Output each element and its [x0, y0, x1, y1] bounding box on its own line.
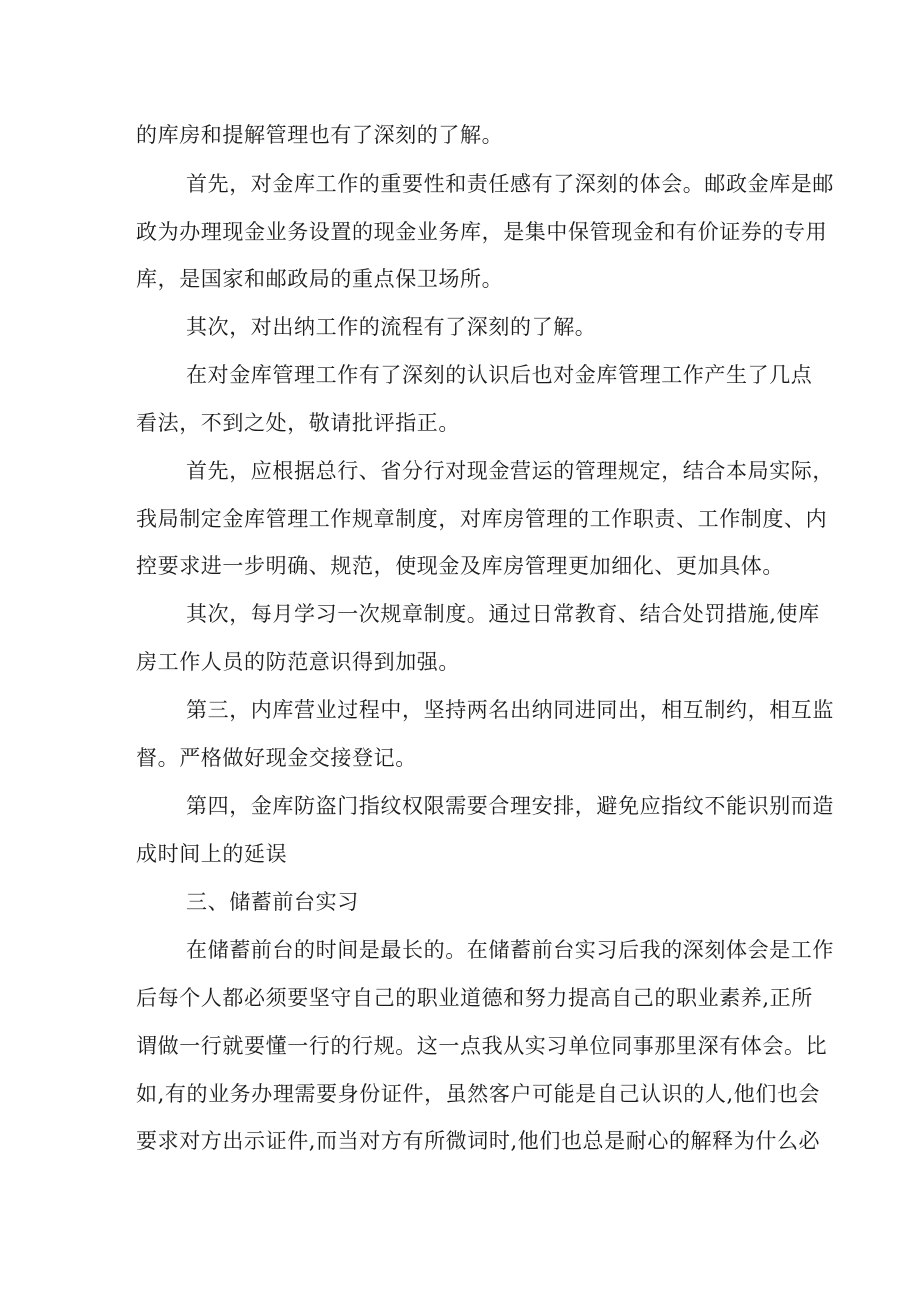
- text-line: 房工作人员的防范意识得到加强。: [136, 650, 460, 674]
- paragraph-first-line: 第三，内库营业过程中，坚持两名出纳同进同出，相互制约，相互监: [186, 698, 834, 722]
- text-line: 要求对方出示证件,而当对方有所微词时,他们也总是耐心的解释为什么必: [136, 1129, 821, 1153]
- text-line: 看法，不到之处，敬请批评指正。: [136, 411, 460, 435]
- paragraph-first-line: 在储蓄前台的时间是最长的。在储蓄前台实习后我的深刻体会是工作: [186, 938, 834, 962]
- paragraph-first-line: 其次，每月学习一次规章制度。通过日常教育、结合处罚措施,使库: [186, 602, 820, 626]
- text-line: 控要求进一步明确、规范，使现金及库房管理更加细化、更加具体。: [136, 554, 784, 578]
- paragraph-first-line: 第四，金库防盗门指纹权限需要合理安排，避免应指纹不能识别而造: [186, 794, 834, 818]
- paragraph-first-line: 首先，应根据总行、省分行对现金营运的管理规定，结合本局实际，: [186, 459, 834, 483]
- text-line: 成时间上的延误: [136, 842, 288, 866]
- section-heading: 三、储蓄前台实习: [186, 890, 359, 914]
- paragraph-first-line: 首先，对金库工作的重要性和责任感有了深刻的体会。邮政金库是邮: [186, 172, 834, 196]
- text-line: 督。严格做好现金交接登记。: [136, 746, 417, 770]
- text-line: 库，是国家和邮政局的重点保卫场所。: [136, 267, 504, 291]
- text-line: 政为办理现金业务设置的现金业务库，是集中保管现金和有价证券的专用: [136, 220, 828, 244]
- text-line: 谓做一行就要懂一行的行规。这一点我从实习单位同事那里深有体会。比: [136, 1034, 828, 1058]
- paragraph-first-line: 在对金库管理工作有了深刻的认识后也对金库管理工作产生了几点: [186, 363, 813, 387]
- text-line: 后每个人都必须要坚守自己的职业道德和努力提高自己的职业素养,正所: [136, 986, 813, 1010]
- text-line: 的库房和提解管理也有了深刻的了解。: [136, 123, 504, 147]
- paragraph-first-line: 其次，对出纳工作的流程有了深刻的了解。: [186, 315, 597, 339]
- text-line: 我局制定金库管理工作规章制度，对库房管理的工作职责、工作制度、内: [136, 507, 828, 531]
- text-line: 如,有的业务办理需要身份证件，虽然客户可能是自己认识的人,他们也会: [136, 1082, 821, 1106]
